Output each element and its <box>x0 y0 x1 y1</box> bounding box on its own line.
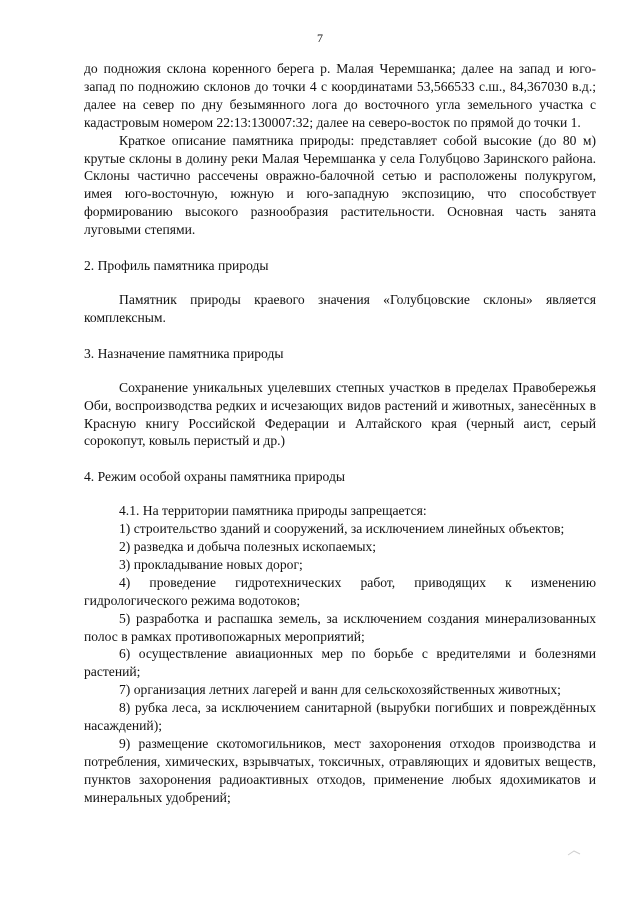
list-item: 3) прокладывание новых дорог; <box>119 556 303 572</box>
section-2-title: 2. Профиль памятника природы <box>84 258 269 274</box>
scan-mark-icon <box>560 835 600 865</box>
page-number: 7 <box>317 31 323 45</box>
prohibitions-list <box>84 502 596 806</box>
list-item: 8) рубка леса, за исключением санитарной (вырубки погибших и повреждённых насаждений); <box>84 700 596 734</box>
list-item: 2) разведка и добыча полезных ископаемых; <box>119 539 377 555</box>
list-item: 4) проведение гидротехнических работ, приводящих к изменению гидрологического режима водотоков; <box>84 574 596 608</box>
list-item: 7) организация летних лагерей и ванн для сельскохозяйственных животных; <box>119 682 561 698</box>
section-2-text: Памятник природы краевого значения «Голубцовские склоны» является комплексным. <box>84 291 596 325</box>
list-item: 9) размещение скотомогильников, мест захоронения отходов производства и потребления, химических, взрывчатых, токсичных, отравляющих и ядовитых веществ, пунктов захоронения радиоактивных отходов, применение любых ядохимикатов и минеральных удобрений; <box>84 736 596 805</box>
section-3-title: 3. Назначение памятника природы <box>84 345 284 361</box>
list-item: 6) осуществление авиационных мер по борьбе с вредителями и болезнями растений; <box>84 646 596 680</box>
list-item: 1) строительство зданий и сооружений, за исключением линейных объектов; <box>119 521 565 537</box>
intro-paragraph-1: до подножия склона коренного берега р. Малая Черемшанка; далее на запад и юго-запад по подножию склонов до точки 4 с координатами 53,566533 с.ш., 84,367030 в.д.; далее на север по дну безымянного лога до восточного угла земельного участка с кадастровым номером 22:13:130007:32; далее на северо-восток по прямой до точки 1. <box>84 61 596 130</box>
section-3-text: Сохранение уникальных уцелевших степных участков в пределах Правобережья Оби, воспроизводства редких и исчезающих видов растений и животных, занесённых в Красную книгу Российской Федерации и Алтайского края (черный аист, серый сорокопут, ковыль перистый и др.) <box>84 379 596 449</box>
section-4-intro: 4.1. На территории памятника природы запрещается: <box>119 503 427 519</box>
list-item: 5) разработка и распашка земель, за исключением создания минерализованных полос в рамках противопожарных мероприятий; <box>84 610 596 644</box>
section-4-title: 4. Режим особой охраны памятника природы <box>84 469 346 485</box>
intro-paragraph-2: Краткое описание памятника природы: представляет собой высокие (до 80 м) крутые склоны в долину реки Малая Черемшанка у села Голубцово Заринского района. Склоны частично рассечены овражно-балочной сетью и расположены полукругом, имея юго-восточную, южную и юго-западную экспозицию, что способствует формированию высокого разнообразия растительности. Основная часть занята луговыми степями. <box>84 132 596 238</box>
document-body <box>84 60 596 807</box>
